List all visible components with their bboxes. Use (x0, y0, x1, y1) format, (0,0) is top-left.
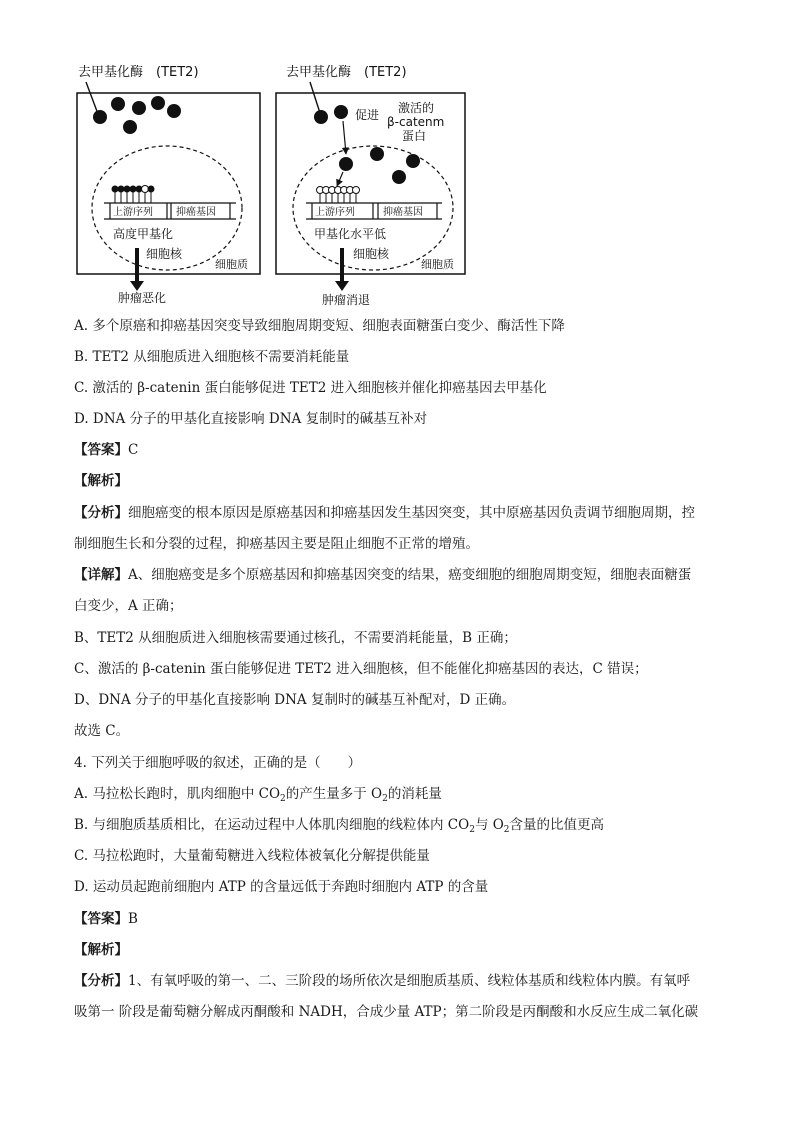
enzyme-dot (334, 105, 348, 119)
left-methylation-label: 高度甲基化 (113, 227, 174, 241)
answer-value: B (128, 911, 138, 927)
q3-xiangjie-line-5: D、DNA 分子的甲基化直接影响 DNA 复制时的碱基互补配对，D 正确。 (74, 692, 516, 708)
q3-fenxi-line-2: 制细胞生长和分裂的过程，抑癌基因主要是阻止细胞不正常的增殖。 (74, 536, 479, 552)
left-methyl-groups (112, 186, 155, 204)
enzyme-dot (123, 120, 137, 134)
right-suppressor-label: 抑癌基因 (383, 207, 423, 218)
q4-option-d: D. 运动员起跑前细胞内 ATP 的含量远低于奔跑时细胞内 ATP 的含量 (74, 879, 489, 895)
q3-xiangjie-line-4: C、激活的 β-catenin 蛋白能够促进 TET2 进入细胞核，但不能催化抑癌基因的表达，C 错误； (74, 661, 648, 677)
left-upstream-label: 上游序列 (113, 207, 153, 218)
fenxi-tag: 【分析】 (74, 973, 128, 989)
q3-xiangjie-line-3: B、TET2 从细胞质进入细胞核需要通过核孔，不需要消耗能量，B 正确； (74, 630, 517, 646)
q3-xiangjie-line-1 (74, 566, 734, 584)
xiangjie-tag: 【详解】 (74, 567, 128, 583)
q3-answer (74, 441, 734, 459)
enzyme-dot (370, 147, 384, 161)
activated-label-2: β-catenm (387, 115, 445, 129)
right-methylation-label: 甲基化水平低 (314, 227, 387, 241)
q3-option-c: C. 激活的 β-catenin 蛋白能够促进 TET2 进入细胞核并催化抑癌基因去甲基化 (74, 380, 547, 396)
q3-option-a: A. 多个原癌和抑癌基因突变导致细胞周期变短、细胞表面糖蛋白变少、酶活性下降 (74, 318, 565, 334)
answer-tag: 【答案】 (74, 442, 128, 458)
methylation-diagram (0, 0, 794, 310)
enzyme-dot (314, 110, 328, 124)
right-outcome-arrow-head (335, 281, 349, 291)
left-cytoplasm-label: 细胞质 (215, 258, 248, 271)
right-outcome-label: 肿瘤消退 (322, 293, 371, 307)
enzyme-entry-arrow (343, 121, 346, 154)
q4-option-b: B. 与细胞质基质相比，在运动过程中人体肌肉细胞的线粒体内 $CO_2$与 $O_2$含量的比值更高 (74, 817, 605, 835)
q3-analysis-heading (74, 472, 734, 490)
left-outcome-label: 肿瘤恶化 (118, 291, 167, 305)
q4-option-c: C. 马拉松跑时，大量葡萄糖进入线粒体被氧化分解提供能量 (74, 848, 430, 864)
fenxi-text: 1、有氧呼吸的第一、二、三阶段的场所依次是细胞质基质、线粒体基质和线粒体内膜。有氧呼 (128, 973, 691, 989)
q4-fenxi-line-2: 吸第一 阶段是葡萄糖分解成丙酮酸和 NADH，合成少量 ATP；第二阶段是丙酮酸和水反应生成二氧化碳 (74, 1004, 699, 1020)
right-nucleus-label: 细胞核 (353, 247, 390, 261)
enzyme-dot (339, 157, 353, 171)
analysis-tag: 【解析】 (74, 942, 128, 958)
xiangjie-text: A、细胞癌变是多个原癌基因和抑癌基因突变的结果，癌变细胞的细胞周期变短，细胞表面糖蛋 (128, 567, 692, 583)
answer-value: C (128, 442, 139, 458)
enzyme-dot (111, 97, 125, 111)
demethylation-arrow (337, 172, 343, 186)
enzyme-dot (151, 96, 165, 110)
analysis-tag: 【解析】 (74, 473, 128, 489)
q3-fenxi-line-1 (74, 504, 734, 522)
enzyme-dot (392, 170, 406, 184)
fenxi-text: 细胞癌变的根本原因是原癌基因和抑癌基因发生基因突变，其中原癌基因负责调节细胞周期，控 (128, 505, 695, 521)
left-suppressor-label: 抑癌基因 (176, 207, 216, 218)
left-panel (77, 64, 260, 305)
enzyme-dot (93, 110, 107, 124)
right-cytoplasm-label: 细胞质 (421, 258, 454, 271)
enzyme-dot (132, 101, 146, 115)
q4-fenxi-line-1 (74, 972, 734, 990)
left-enzyme-label: 去甲基化酶 (TET2) (78, 65, 199, 80)
left-outcome-arrow-head (130, 281, 144, 291)
activated-label-1: 激活的 (398, 101, 435, 115)
right-pointer-line (310, 82, 320, 113)
q3-option-d: D. DNA 分子的甲基化直接影响 DNA 复制时的碱基互补对 (74, 411, 428, 427)
right-panel (276, 64, 465, 307)
right-enzyme-label: 去甲基化酶 (TET2) (286, 65, 407, 80)
q4-option-a: A. 马拉松长跑时，肌肉细胞中 $CO_2$的产生量多于 $O_2$的消耗量 (74, 786, 442, 804)
enzyme-dot (167, 104, 181, 118)
left-enzyme-dots (93, 96, 181, 134)
q3-option-b: B. TET2 从细胞质进入细胞核不需要消耗能量 (74, 349, 350, 365)
q4-analysis-heading (74, 941, 734, 959)
q3-conclusion: 故选 C。 (74, 723, 130, 739)
answer-tag: 【答案】 (74, 911, 128, 927)
q3-xiangjie-line-2: 白变少，A 正确； (74, 598, 183, 614)
right-methyl-groups (317, 187, 360, 204)
q4-answer (74, 910, 734, 928)
q4-stem: 4. 下列关于细胞呼吸的叙述，正确的是（ ） (74, 755, 362, 771)
promote-label: 促进 (355, 108, 380, 122)
fenxi-tag: 【分析】 (74, 505, 128, 521)
left-nucleus-label: 细胞核 (146, 247, 183, 261)
activated-label-3: 蛋白 (402, 129, 427, 143)
right-upstream-label: 上游序列 (315, 207, 355, 218)
left-pointer-line (86, 82, 98, 114)
